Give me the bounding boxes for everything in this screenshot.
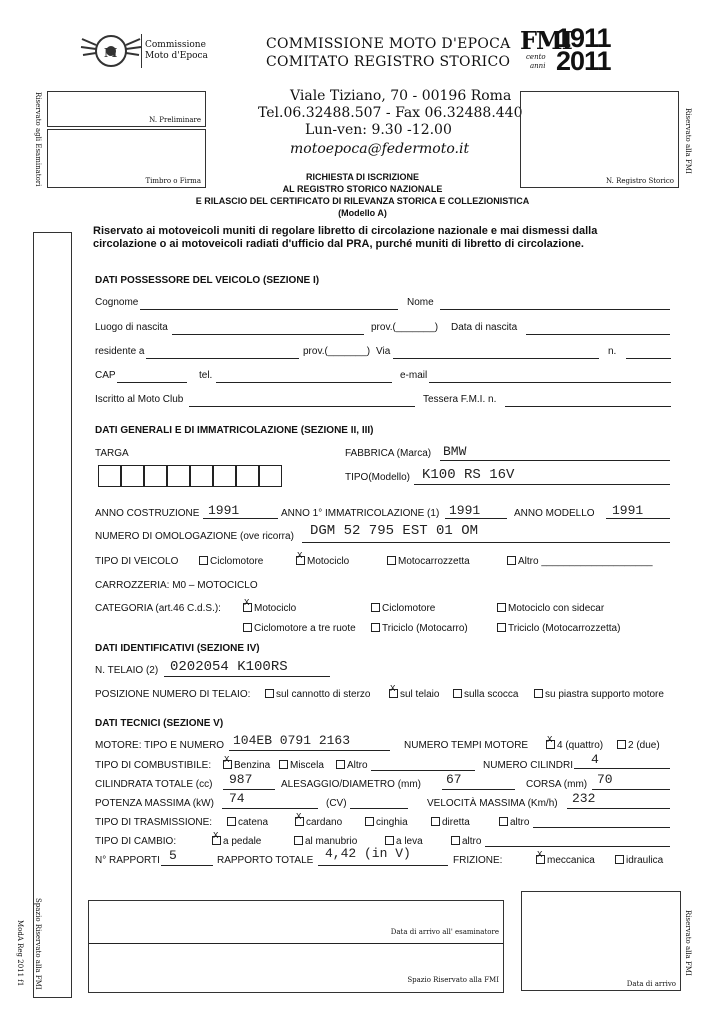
cylinders-value: 4 (591, 752, 599, 767)
fmi-card-field[interactable] (505, 406, 671, 407)
manufacturer-field[interactable] (440, 460, 670, 461)
strokes-2[interactable] (617, 740, 660, 751)
vehicle-type-ciclomotore-label: Ciclomotore (210, 556, 264, 567)
checkbox-icon (371, 623, 380, 632)
email-label: e-mail (400, 370, 428, 381)
construction-year-label: ANNO COSTRUZIONE (95, 508, 200, 519)
svg-text:M: M (104, 46, 118, 60)
frame-pos-cannotto[interactable] (265, 689, 371, 700)
homologation-value: DGM 52 795 EST 01 OM (310, 523, 479, 539)
checkbox-icon (615, 855, 624, 864)
transmission-catena[interactable] (227, 817, 268, 828)
category-ciclomotore[interactable] (371, 603, 435, 614)
arrival-date-box[interactable] (521, 891, 681, 991)
construction-year-value: 1991 (208, 503, 240, 518)
checkbox-icon (243, 623, 252, 632)
gearbox-leva-label: a leva (396, 836, 423, 847)
power-kw-value: 74 (229, 791, 245, 806)
frame-position-label: POSIZIONE NUMERO DI TELAIO: (95, 689, 251, 700)
arrival-date-label: Data di arrivo (626, 980, 676, 988)
displacement-label: CILINDRATA TOTALE (cc) (95, 779, 213, 790)
transmission-altro-label: altro (510, 817, 530, 828)
transmission-altro[interactable] (499, 817, 529, 828)
preliminary-number-label: N. Preliminare (149, 116, 201, 124)
clutch-label: FRIZIONE: (453, 855, 503, 866)
strokes-4[interactable] (546, 740, 603, 751)
cylinders-label: NUMERO CILINDRI (483, 760, 574, 771)
plate-char-box[interactable] (167, 465, 190, 487)
gearbox-other-field[interactable] (485, 846, 670, 847)
year-1911: 1911 (556, 23, 611, 53)
moto-club-label: Iscritto al Moto Club (95, 394, 184, 405)
total-ratio-value: 4,42 (in V) (325, 846, 411, 861)
transmission-label: TIPO DI TRASMISSIONE: (95, 817, 213, 828)
checkbox-icon (453, 689, 462, 698)
birth-province-field[interactable]: prov.(_______) (371, 322, 439, 333)
transmission-cardano-label: cardano (306, 817, 343, 828)
house-number-field[interactable] (626, 358, 671, 359)
frame-pos-telaio[interactable] (389, 689, 439, 700)
moto-club-field[interactable] (189, 406, 415, 407)
fuel-altro[interactable] (336, 760, 368, 771)
category-motociclo-label: Motociclo (254, 603, 297, 614)
examiner-arrival-date-label: Data di arrivo all' esaminatore (390, 928, 499, 936)
checkbox-icon (497, 623, 506, 632)
transmission-diretta-label: diretta (442, 817, 470, 828)
category-triciclo-motocarrozzetta[interactable] (497, 623, 620, 634)
vehicle-type-motocarrozzetta[interactable] (387, 556, 470, 567)
homologation-label: NUMERO DI OMOLOGAZIONE (ove ricorra) (95, 531, 294, 542)
cognome-field[interactable] (140, 309, 398, 310)
form-title-2: AL REGISTRO STORICO NAZIONALE (282, 184, 443, 194)
residence-label: residente a (95, 346, 145, 357)
checked-checkbox-icon (212, 836, 221, 845)
fmi-box-divider (89, 943, 503, 944)
homologation-field[interactable] (302, 542, 670, 543)
residence-province-field[interactable]: prov.(_______) (303, 346, 371, 357)
plate-char-box[interactable] (98, 465, 121, 487)
side-label-examiners: Riservato agli Esaminatori (34, 92, 42, 187)
transmission-cinghia[interactable] (365, 817, 408, 828)
street-label: Via (376, 346, 391, 357)
gearbox-label: TIPO DI CAMBIO: (95, 836, 177, 847)
gearbox-altro[interactable] (451, 836, 481, 847)
fuel-altro-label: Altro (347, 760, 368, 771)
max-speed-field[interactable] (567, 808, 670, 809)
checked-checkbox-icon (243, 603, 252, 612)
frame-pos-scocca-label: sulla scocca (464, 689, 519, 700)
section-1-title: DATI POSSESSORE DEL VEICOLO (SEZIONE I) (95, 275, 320, 286)
vehicle-type-motociclo[interactable] (296, 556, 349, 567)
total-ratio-field[interactable] (318, 865, 448, 866)
checked-checkbox-icon (295, 817, 304, 826)
side-label-fmi-space: Spazio Riservato alla FMI (34, 898, 42, 990)
displacement-field[interactable] (223, 789, 275, 790)
model-year-value: 1991 (612, 503, 644, 518)
checkbox-icon (385, 836, 394, 845)
phone-label: tel. (199, 370, 213, 381)
category-sidecar-label: Motociclo con sidecar (508, 603, 605, 614)
category-ciclomotore-label: Ciclomotore (382, 603, 436, 614)
transmission-cinghia-label: cinghia (376, 817, 408, 828)
form-title-4: (Modello A) (338, 208, 387, 218)
form-code: ModA Reg 2011 f1 (16, 920, 24, 987)
checkbox-icon (265, 689, 274, 698)
birthplace-label: Luogo di nascita (95, 322, 168, 333)
cento-label: cento (526, 53, 546, 61)
fuel-miscela[interactable] (279, 760, 324, 771)
gearbox-altro-label: altro (462, 836, 482, 847)
office-hours: Lun-ven: 9.30 -12.00 (305, 122, 452, 138)
email-field[interactable] (429, 382, 671, 383)
fuel-label: TIPO DI COMBUSTIBILE: (95, 760, 212, 771)
total-ratio-label: RAPPORTO TOTALE (217, 855, 314, 866)
stroke-field[interactable] (592, 789, 670, 790)
model-field[interactable] (414, 484, 670, 485)
frame-pos-telaio-label: sul telaio (400, 689, 440, 700)
checkbox-icon (497, 603, 506, 612)
checkbox-icon (279, 760, 288, 769)
manufacturer-value: BMW (443, 444, 467, 459)
max-speed-label: VELOCITÀ MASSIMA (Km/h) (427, 798, 558, 809)
checkbox-icon (431, 817, 440, 826)
registration-year-field[interactable] (445, 518, 507, 519)
phone-field[interactable] (216, 382, 392, 383)
form-title-1: RICHIESTA DI ISCRIZIONE (305, 172, 419, 182)
left-reserved-column (33, 232, 72, 998)
vehicle-type-motocarrozzetta-label: Motocarrozzetta (398, 556, 470, 567)
plate-char-box[interactable] (236, 465, 259, 487)
model-value: K100 RS 16V (422, 467, 515, 483)
section-5-title: DATI TECNICI (SEZIONE V) (95, 718, 224, 729)
plate-char-box[interactable] (213, 465, 236, 487)
category-sidecar[interactable] (497, 603, 604, 614)
checkbox-icon (617, 740, 626, 749)
gearbox-manubrio-label: al manubrio (305, 836, 358, 847)
displacement-value: 987 (229, 772, 253, 787)
nome-label: Nome (407, 297, 434, 308)
checkbox-icon (451, 836, 460, 845)
transmission-cardano[interactable] (295, 817, 342, 828)
nome-field[interactable] (440, 309, 670, 310)
fmi-reserved-box[interactable] (88, 900, 504, 993)
category-triciclo-motocarrozzetta-label: Triciclo (Motocarrozzetta) (508, 623, 621, 634)
org-title-2: COMITATO REGISTRO STORICO (266, 54, 511, 70)
contact-email: motoepoca@federmoto.it (290, 141, 470, 157)
checkbox-icon (371, 603, 380, 612)
gearbox-pedale[interactable] (212, 836, 261, 847)
plate-char-box[interactable] (259, 465, 282, 487)
registration-year-label: ANNO 1° IMMATRICOLAZIONE (1) (281, 508, 440, 519)
category-label: CATEGORIA (art.46 C.d.S.): (95, 603, 221, 614)
frame-pos-piastra[interactable] (534, 689, 664, 700)
bore-value: 67 (446, 772, 462, 787)
max-speed-value: 232 (572, 791, 596, 806)
frame-pos-cannotto-label: sul cannotto di sterzo (276, 689, 371, 700)
power-cv-label: (CV) (326, 798, 347, 809)
gearbox-pedale-label: a pedale (223, 836, 262, 847)
vehicle-type-motociclo-label: Motociclo (307, 556, 350, 567)
engine-label: MOTORE: TIPO E NUMERO (95, 740, 225, 751)
cognome-label: Cognome (95, 297, 139, 308)
checkbox-icon (387, 556, 396, 565)
frame-pos-scocca[interactable] (453, 689, 518, 700)
model-year-field[interactable] (606, 518, 670, 519)
cap-field[interactable] (117, 382, 187, 383)
phone-fax: Tel.06.32488.507 - Fax 06.32488.440 (258, 105, 523, 121)
stroke-label: CORSA (mm) (526, 779, 588, 790)
checked-checkbox-icon (546, 740, 555, 749)
fuel-benzina[interactable] (223, 760, 270, 771)
model-label: TIPO(Modello) (345, 472, 411, 483)
engine-strokes-label: NUMERO TEMPI MOTORE (404, 740, 529, 751)
address: Viale Tiziano, 70 - 00196 Roma (290, 88, 512, 104)
clutch-idraulica-label: idraulica (626, 855, 664, 866)
preliminary-number-box[interactable] (47, 91, 206, 127)
historic-register-number-label: N. Registro Storico (606, 177, 674, 185)
transmission-catena-label: catena (238, 817, 269, 828)
logo-text-1: Commissione (145, 40, 206, 50)
engine-value: 104EB 0791 2163 (233, 733, 351, 748)
manufacturer-label: FABBRICA (Marca) (345, 448, 432, 459)
checked-checkbox-icon (536, 855, 545, 864)
checked-checkbox-icon (296, 556, 305, 565)
intro-text-2: circolazione o ai motoveicoli radiati d'ufficio dal PRA, purché muniti di libretto di circolazione. (93, 238, 584, 250)
category-motociclo[interactable] (243, 603, 296, 614)
fmi-brand: FMI (520, 26, 572, 55)
side-label-fmi-top: Riservato alla FMI (684, 108, 692, 174)
checkbox-icon (199, 556, 208, 565)
year-2011: 2011 (556, 46, 611, 76)
checkbox-icon (507, 556, 516, 565)
transmission-other-field[interactable] (533, 827, 670, 828)
checkbox-icon (227, 817, 236, 826)
plate-label: TARGA (95, 448, 129, 459)
bore-label: ALESAGGIO/DIAMETRO (mm) (281, 779, 422, 790)
plate-char-box[interactable] (144, 465, 167, 487)
plate-char-box[interactable] (121, 465, 144, 487)
section-2-title: DATI GENERALI E DI IMMATRICOLAZIONE (SEZIONE II, III) (95, 425, 374, 436)
street-field[interactable] (393, 358, 599, 359)
vehicle-type-altro-label: Altro ____________________ (518, 556, 653, 567)
fuel-benzina-label: Benzina (234, 760, 271, 771)
section-4-title: DATI IDENTIFICATIVI (SEZIONE IV) (95, 643, 260, 654)
fuel-other-field[interactable] (371, 770, 475, 771)
birthplace-field[interactable] (172, 334, 364, 335)
birthdate-label: Data di nascita (451, 322, 518, 333)
category-three-wheel-moped[interactable] (243, 623, 356, 634)
engine-field[interactable] (229, 750, 390, 751)
stamp-signature-label: Timbro o Firma (145, 177, 201, 185)
strokes-4-label: 4 (quattro) (557, 740, 604, 751)
residence-field[interactable] (146, 358, 299, 359)
gear-count-label: N° RAPPORTI (95, 855, 160, 866)
transmission-diretta[interactable] (431, 817, 470, 828)
winged-wheel-logo-icon (80, 27, 142, 75)
power-cv-field[interactable] (350, 808, 408, 809)
stroke-value: 70 (597, 772, 613, 787)
clutch-idraulica[interactable] (615, 855, 663, 866)
checkbox-icon (336, 760, 345, 769)
vehicle-type-altro[interactable] (507, 556, 653, 567)
anni-label: anni (530, 62, 546, 70)
intro-text-1: Riservato ai motoveicoli muniti di regolare libretto di circolazione nazionale e mai dismessi dalla (93, 225, 598, 237)
category-three-wheel-moped-label: Ciclomotore a tre ruote (254, 623, 356, 634)
category-triciclo-motocarro-label: Triciclo (Motocarro) (382, 623, 468, 634)
frame-number-field[interactable] (164, 676, 330, 677)
plate-char-box[interactable] (190, 465, 213, 487)
gear-count-field[interactable] (161, 865, 213, 866)
checkbox-icon (365, 817, 374, 826)
strokes-2-label: 2 (due) (628, 740, 660, 751)
checked-checkbox-icon (223, 760, 232, 769)
clutch-meccanica[interactable] (536, 855, 595, 866)
bore-field[interactable] (442, 789, 515, 790)
power-kw-label: POTENZA MASSIMA (kW) (95, 798, 214, 809)
body-type: CARROZZERIA: M0 – MOTOCICLO (95, 580, 258, 591)
clutch-meccanica-label: meccanica (547, 855, 595, 866)
power-kw-field[interactable] (222, 808, 318, 809)
cylinders-field[interactable] (574, 768, 670, 769)
construction-year-field[interactable] (203, 518, 278, 519)
model-year-label: ANNO MODELLO (514, 508, 595, 519)
vehicle-type-ciclomotore[interactable] (199, 556, 263, 567)
checkbox-icon (534, 689, 543, 698)
cap-label: CAP (95, 370, 116, 381)
fmi-reserved-label: Spazio Riservato alla FMI (407, 976, 499, 984)
registration-year-value: 1991 (449, 503, 481, 518)
category-triciclo-motocarro[interactable] (371, 623, 468, 634)
logo-text-2: Moto d'Epoca (145, 51, 208, 61)
birthdate-field[interactable] (526, 334, 670, 335)
fmi-card-label: Tessera F.M.I. n. (423, 394, 497, 405)
vehicle-type-label: TIPO DI VEICOLO (95, 556, 179, 567)
house-number-label: n. (608, 346, 617, 357)
fuel-miscela-label: Miscela (290, 760, 324, 771)
checked-checkbox-icon (389, 689, 398, 698)
frame-number-value: 0202054 K100RS (170, 659, 288, 675)
side-label-fmi-bottom: Riservato alla FMI (684, 910, 692, 976)
checkbox-icon (499, 817, 508, 826)
checkbox-icon (294, 836, 303, 845)
frame-pos-piastra-label: su piastra supporto motore (545, 689, 664, 700)
gear-count-value: 5 (169, 848, 177, 863)
org-title-1: COMMISSIONE MOTO D'EPOCA (266, 36, 511, 52)
form-title-3: E RILASCIO DEL CERTIFICATO DI RILEVANZA STORICA E COLLEZIONISTICA (195, 196, 530, 206)
frame-number-label: N. TELAIO (2) (95, 665, 159, 676)
